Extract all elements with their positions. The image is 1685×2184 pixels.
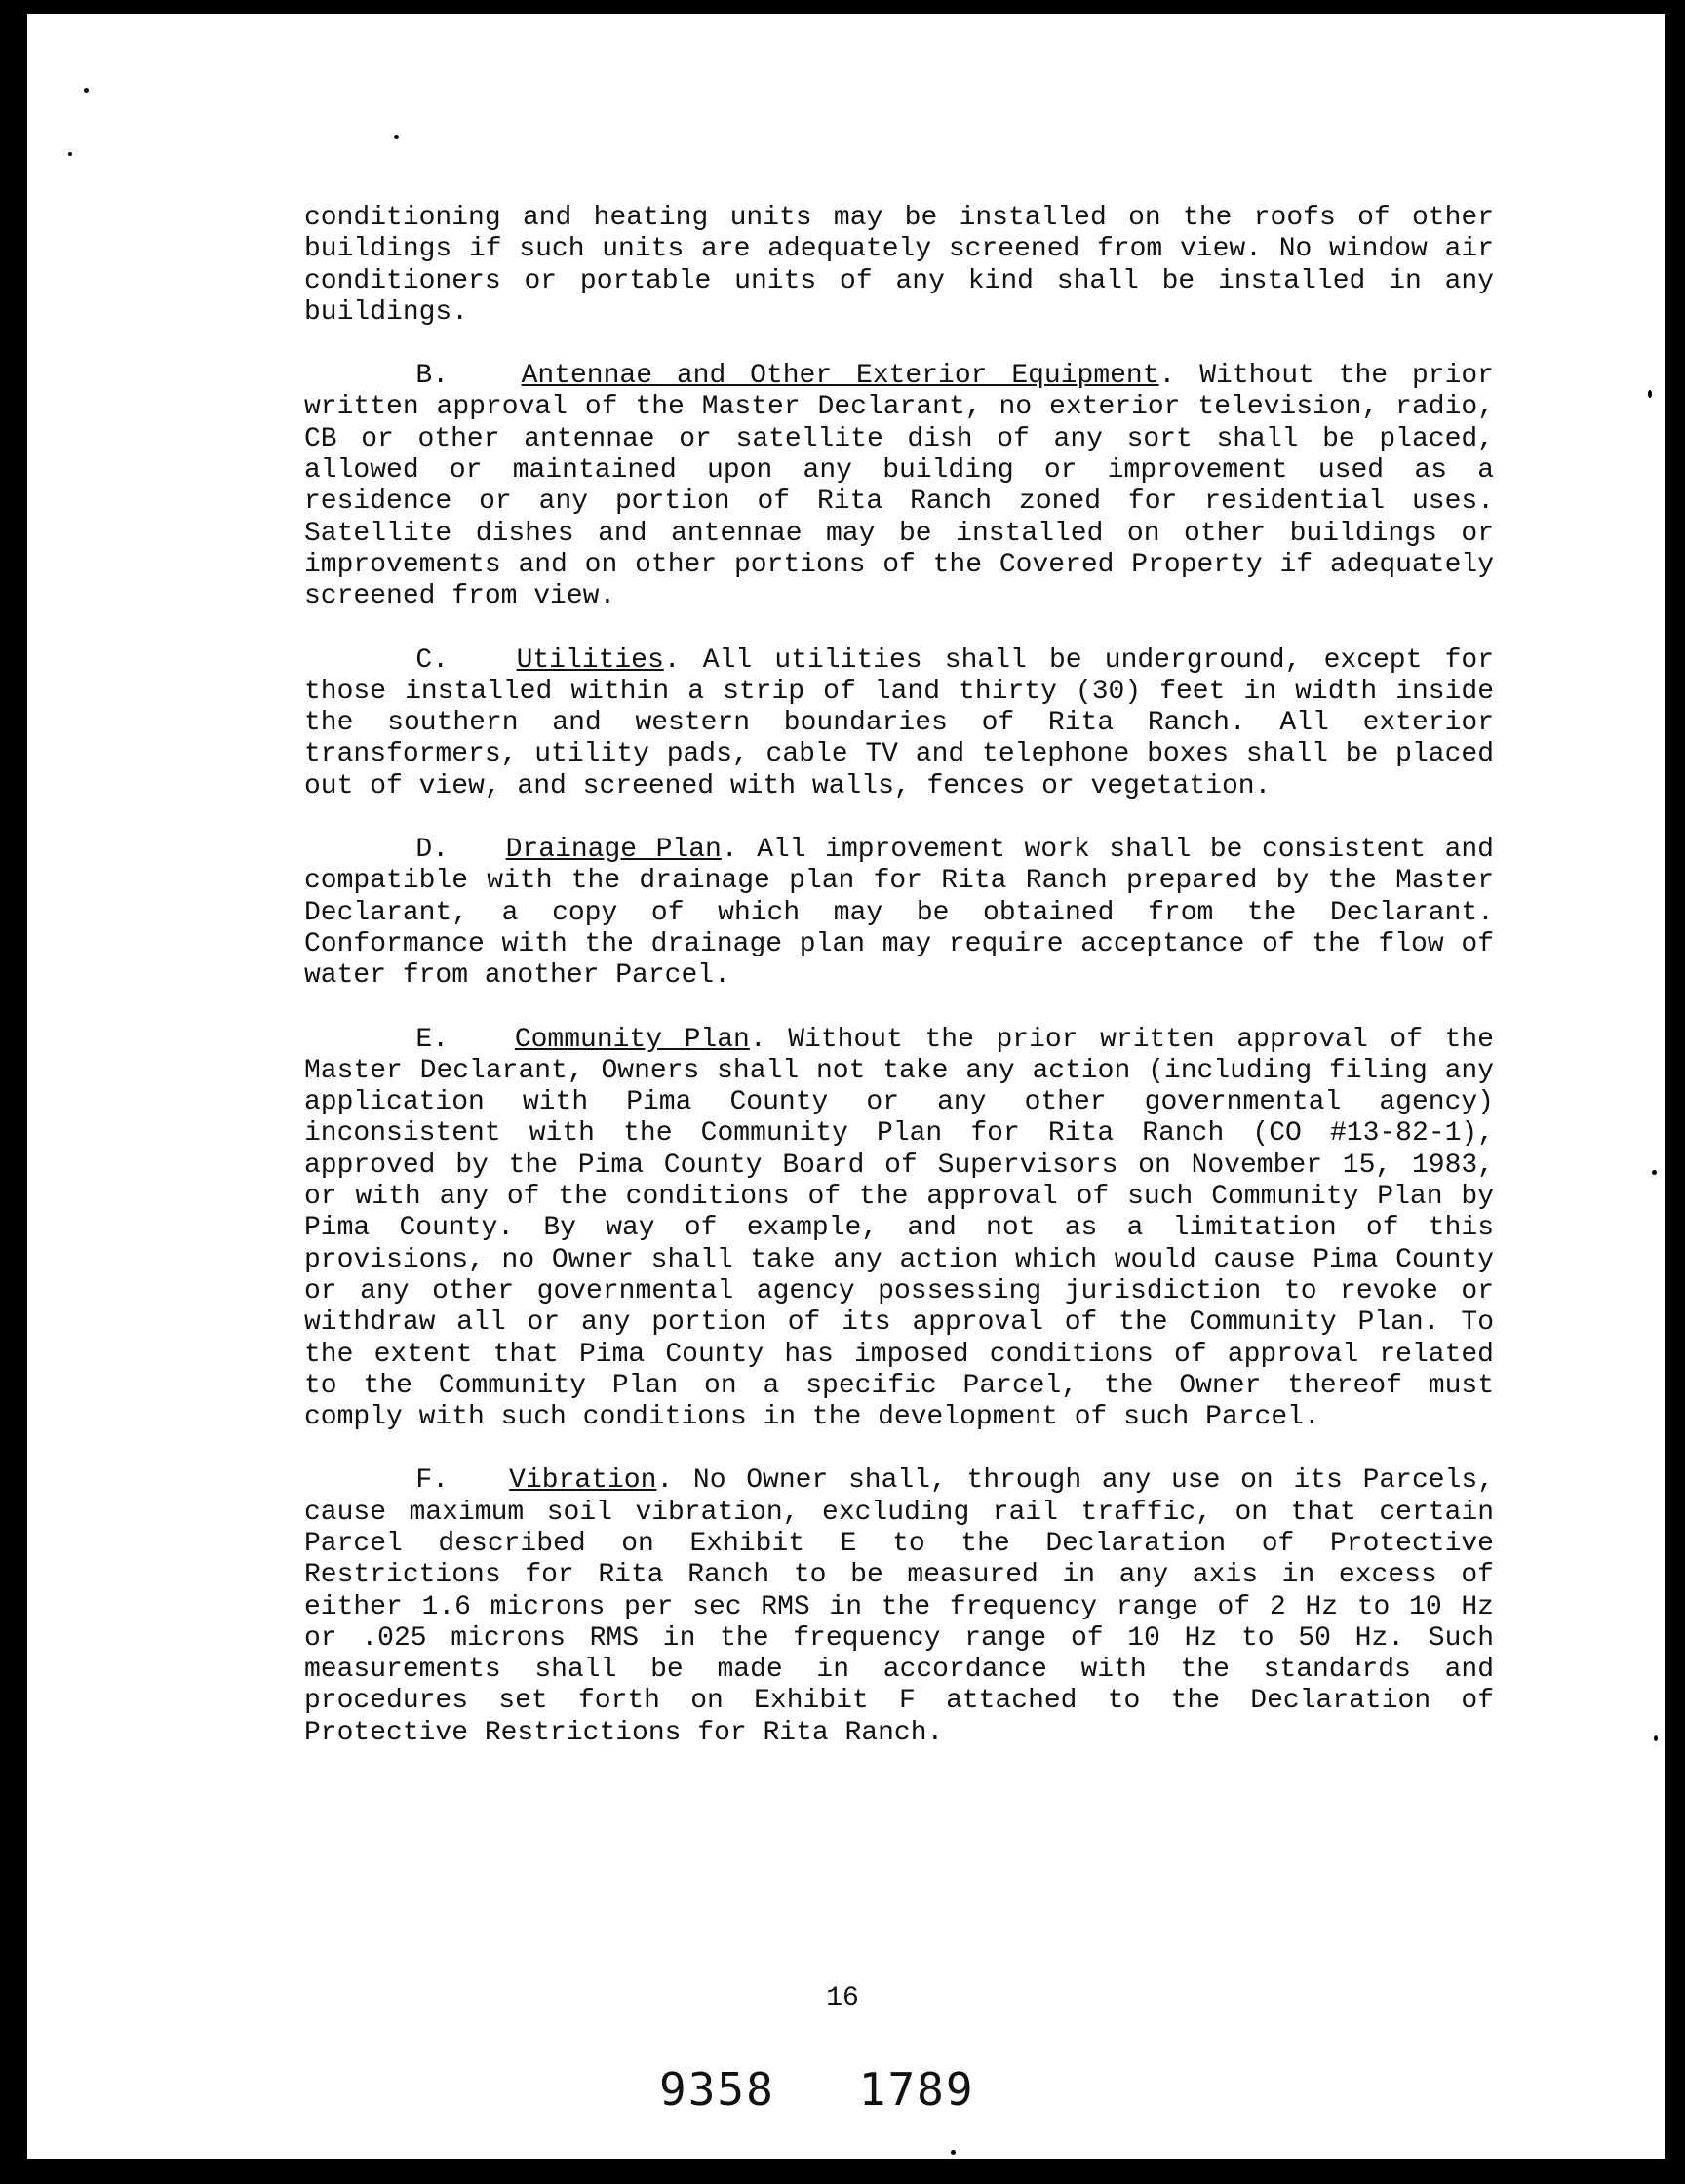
- section-letter: C.: [415, 644, 449, 676]
- section-text: . Without the prior written approval of the Master Declarant, Owners shall not take any action (including filing any application with Pima County or any other governmental agency) inconsistent with the Community Plan for Rita Ranch (CO #13-82-1), approved by the Pima County Board of Supervisors on November 15, 1983, or with any of the conditions of the approval of such Community Plan by Pima County. By way of example, and not as a limitation of this provisions, no Owner shall take any action which would cause Pima County or any other governmental agency possessing jurisdiction to revoke or withdraw all or any portion of its approval of the Community Plan. To the extent that Pima County has imposed conditions of approval related to the Community Plan on a specific Parcel, the Owner thereof must comply with such conditions in the development of such Parcel.: [304, 1024, 1494, 1433]
- section-heading: Vibration: [509, 1465, 657, 1497]
- stamp-page-number: 1789: [858, 2063, 975, 2116]
- scan-speck: [84, 88, 89, 93]
- section-text: . All utilities shall be underground, except for those installed within a strip of land thirty (30) feet in width inside the southern and western boundaries of Rita Ranch. All exterior transformers, utility pads, cable TV and telephone boxes shall be placed out of view, and screened with walls, fences or vegetation.: [304, 644, 1494, 801]
- document-body: [304, 203, 1494, 1781]
- stamp-book-number: 9358: [659, 2063, 775, 2116]
- section-text: . All improvement work shall be consistent and compatible with the drainage plan for Rita Ranch prepared by the Master Declarant, a copy of which may be obtained from the Declarant. Conformance with the drainage plan may require acceptance of the flow of water from another Parcel.: [304, 835, 1494, 992]
- scan-speck: [1652, 1170, 1657, 1175]
- section-heading: Antennae and Other Exterior Equipment: [521, 361, 1159, 392]
- section-text: . Without the prior written approval of the Master Declarant, no exterior television, radio, CB or other antennae or satellite dish of any sort shall be placed, allowed or maintained upon any building or improvement used as a residence or any portion of Rita Ranch zoned for residential uses. Satellite dishes and antennae may be installed on other buildings or improvements and on other portions of the Covered Property if adequately screened from view.: [304, 361, 1494, 612]
- section-heading: Utilities: [516, 644, 664, 676]
- section-heading: Community Plan: [514, 1024, 750, 1055]
- section-e: [304, 1025, 1494, 1434]
- section-f: [304, 1465, 1494, 1749]
- section-c: [304, 645, 1494, 802]
- section-heading: Drainage Plan: [505, 835, 722, 866]
- section-letter: F.: [415, 1465, 449, 1497]
- section-letter: E.: [415, 1024, 449, 1055]
- page-number: 16: [826, 1983, 859, 2013]
- section-text: . No Owner shall, through any use on its Parcels, cause maximum soil vibration, excluding rail traffic, on that certain Parcel described on Exhibit E to the Declaration of Protective Restrictions for Rita Ranch to be measured in any axis in excess of either 1.6 microns per sec RMS in the frequency range of 2 Hz to 10 Hz or .025 microns RMS in the frequency range of 10 Hz to 50 Hz. Such measurements shall be made in accordance with the standards and procedures set forth on Exhibit F attached to the Declaration of Protective Restrictions for Rita Ranch.: [304, 1465, 1494, 1748]
- scan-speck: [394, 135, 399, 139]
- intro-paragraph: conditioning and heating units may be installed on the roofs of other buildings if such units are adequately screened from view. No window air conditioners or portable units of any kind shall be installed in any buildings.: [304, 203, 1494, 328]
- section-d: [304, 835, 1494, 992]
- scan-speck: [1654, 1736, 1658, 1741]
- document-stamp: [659, 2063, 975, 2116]
- scan-speck: [951, 2150, 956, 2155]
- section-letter: D.: [415, 835, 449, 866]
- section-letter: B.: [415, 361, 449, 392]
- section-b: [304, 361, 1494, 612]
- scan-speck: [68, 152, 72, 156]
- scan-speck: [1648, 390, 1652, 398]
